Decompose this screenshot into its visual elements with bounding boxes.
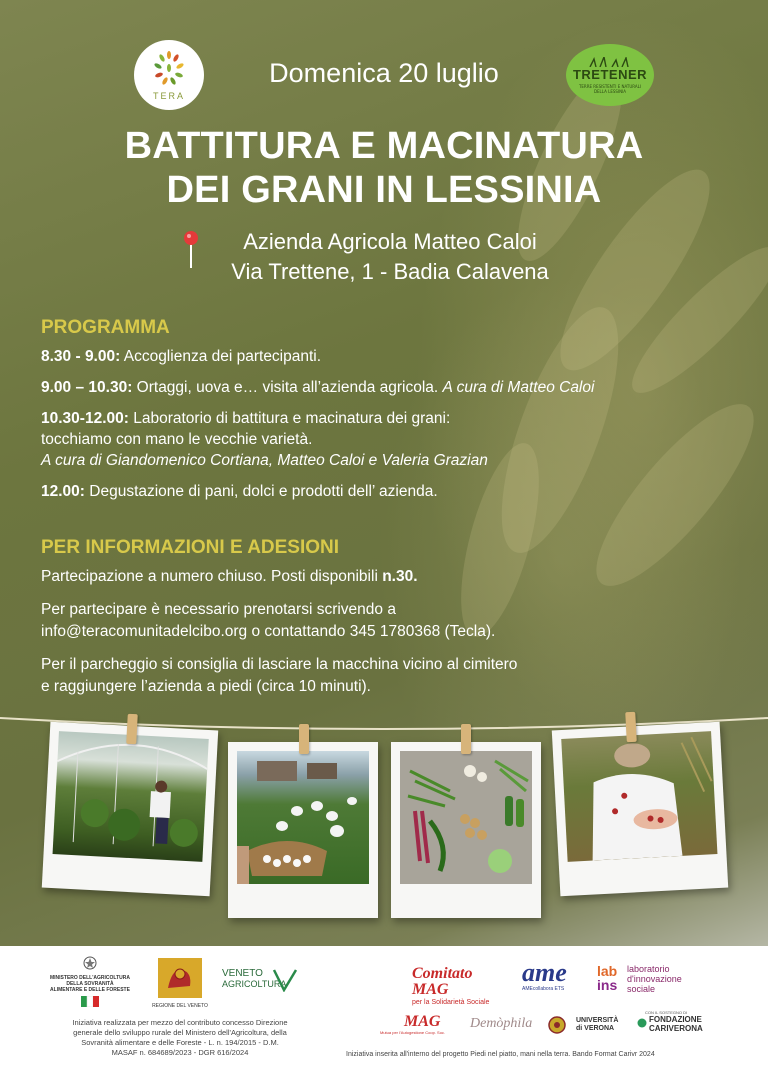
program-item	[41, 346, 731, 367]
funding-credit	[50, 1018, 310, 1058]
program-time: 10.30-12.00:	[41, 410, 129, 427]
chickens-scene-icon	[237, 751, 369, 884]
info-heading: PER INFORMAZIONI E ADESIONI	[41, 537, 340, 558]
event-location	[200, 227, 580, 287]
program-time: 8.30 - 9.00:	[41, 348, 121, 365]
photo-grains-hands	[552, 722, 728, 897]
photo-chickens	[228, 742, 378, 918]
photo-greenhouse	[42, 722, 218, 897]
funding-credit-line-3: Sovranità alimentare e delle Foreste - L. n. 194/2015 - D.M.	[81, 1038, 279, 1047]
clothespin-icon	[461, 724, 471, 754]
ame-subtitle: AMEcollabora ETS	[522, 986, 565, 992]
labins-ins: ins	[597, 977, 618, 993]
info-seats-text: Partecipazione a numero chiuso. Posti disponibili	[41, 568, 383, 585]
mag-text: MAG	[404, 1013, 441, 1030]
funding-credit-line-1: Iniziativa realizzata per mezzo del contributo concesso Direzione	[72, 1018, 288, 1027]
fondazione-line-2: CARIVERONA	[649, 1024, 703, 1033]
hands-grains-scene-icon	[561, 731, 717, 862]
program-text: Laboratorio di battitura e macinatura dei grani:	[128, 410, 451, 427]
fondazione-small: CON IL SOSTEGNO DI	[645, 1010, 688, 1015]
veneto-agri-v-icon	[272, 968, 298, 992]
demophila-logo: Demòphila	[470, 1016, 533, 1031]
tretener-logo-subtitle: TERRE RESISTENTI E NATURALI DELLA LESSINIA	[578, 83, 642, 94]
comitato-mag-text: Comitato MAG	[412, 965, 473, 998]
mag-subtitle: Mutua per l'Autogestione Coop. Soc.	[380, 1030, 446, 1035]
sponsors-footer	[0, 946, 768, 1086]
greenhouse-scene-icon	[53, 731, 209, 862]
map-pin-icon	[183, 230, 199, 270]
info-parking-line-2: e raggiungere l’azienda a piedi (circa 10 minuti).	[41, 678, 371, 695]
title-line-2: DEI GRANI IN LESSINIA	[166, 169, 602, 211]
tera-logo-text: TERA	[152, 91, 185, 101]
program-text: Ortaggi, uova e… visita all’azienda agricola.	[132, 379, 443, 396]
info-seats-count: n.30.	[382, 568, 418, 585]
univr-seal-icon	[548, 1016, 566, 1034]
program-text: Degustazione di pani, dolci e prodotti dell’ azienda.	[84, 483, 438, 500]
program-item	[41, 377, 731, 398]
tretener-logo	[566, 44, 654, 106]
clothespin-icon	[625, 712, 637, 742]
grass-icon	[588, 57, 632, 67]
event-date: Domenica 20 luglio	[269, 58, 499, 88]
veneto-agri-line-1: VENETO	[222, 968, 263, 979]
program-text-2: tocchiamo con mano le vecchie varietà.	[41, 431, 313, 448]
italy-flag-icon	[81, 996, 99, 1007]
labins-text-1: laboratorio	[627, 964, 670, 974]
info-booking-line-1: Per partecipare è necessario prenotarsi scrivendo a	[41, 601, 396, 618]
program-time: 9.00 – 10.30:	[41, 379, 133, 396]
comitato-mag-logo	[412, 966, 512, 1007]
info-seats	[41, 566, 741, 588]
regione-veneto-logo	[152, 958, 208, 1009]
programma-heading: PROGRAMMA	[41, 317, 170, 338]
labins-text-2: d'innovazione	[627, 974, 682, 984]
info-booking-line-2: info@teracomunitadelcibo.org o contattando 345 1780368 (Tecla).	[41, 623, 496, 640]
program-time: 12.00:	[41, 483, 85, 500]
veneto-agri-line-2: AGRICOLTURA	[222, 979, 287, 989]
program-item	[41, 481, 731, 502]
program-text: Accoglienza dei partecipanti.	[120, 348, 322, 365]
clothespin-icon	[299, 724, 309, 754]
clothespin-icon	[126, 714, 138, 744]
program-credit: A cura di Giandomenico Cortiana, Matteo Caloi e Valeria Grazian	[41, 452, 488, 469]
labins-text-3: sociale	[627, 984, 656, 994]
fondazione-cariverona-logo	[637, 1010, 727, 1033]
vegetables-scene-icon	[400, 751, 532, 884]
regione-name: REGIONE DEL VENETO	[152, 1003, 208, 1009]
title-line-1: BATTITURA E MACINATURA	[124, 125, 644, 167]
photo-vegetables	[391, 742, 541, 918]
funding-credit-line-2: generale dello sviluppo rurale del Ministero dell'Agricoltura, della	[73, 1028, 287, 1037]
fondazione-line-1: FONDAZIONE	[649, 1015, 702, 1024]
veneto-agricoltura-logo	[222, 968, 302, 989]
republic-emblem-icon	[83, 956, 97, 970]
program-credit: A cura di Matteo Caloi	[442, 379, 595, 396]
event-title	[40, 124, 728, 212]
funding-credit-line-4: MASAF n. 684689/2023 - DGR 616/2024	[111, 1048, 249, 1057]
program-item	[41, 408, 731, 471]
tera-logo	[134, 40, 204, 110]
ame-logo	[522, 960, 586, 992]
labins-lab: lab	[597, 963, 618, 979]
ministry-name: MINISTERO DELL'AGRICOLTURA DELLA SOVRANITÀ ALIMENTARE E DELLE FORESTE	[50, 975, 130, 993]
lion-emblem-icon	[158, 958, 202, 998]
cariverona-mark-icon	[637, 1018, 647, 1028]
info-parking-line-1: Per il parcheggio si consiglia di lasciare la macchina vicino al cimitero	[41, 656, 518, 673]
ame-text: ame	[522, 958, 567, 987]
univr-line-2: di VERONA	[576, 1025, 615, 1032]
location-address: Via Trettene, 1 - Badia Calavena	[231, 259, 549, 284]
info-parking	[41, 654, 741, 698]
univr-line-1: UNIVERSITÀ	[576, 1017, 619, 1024]
tera-leaves-icon	[149, 49, 189, 89]
info-booking	[41, 599, 741, 643]
ministry-logo	[50, 956, 130, 1010]
tretener-logo-text: TRETENER	[572, 66, 648, 82]
comitato-mag-subtitle: per la Solidarietà Sociale	[412, 999, 490, 1006]
project-note: Iniziativa inserita all'interno del progetto Piedi nel piatto, mani nella terra. Bando Format Carivr 2024	[346, 1051, 655, 1058]
location-name: Azienda Agricola Matteo Caloi	[243, 229, 537, 254]
mag-logo	[380, 1014, 464, 1035]
